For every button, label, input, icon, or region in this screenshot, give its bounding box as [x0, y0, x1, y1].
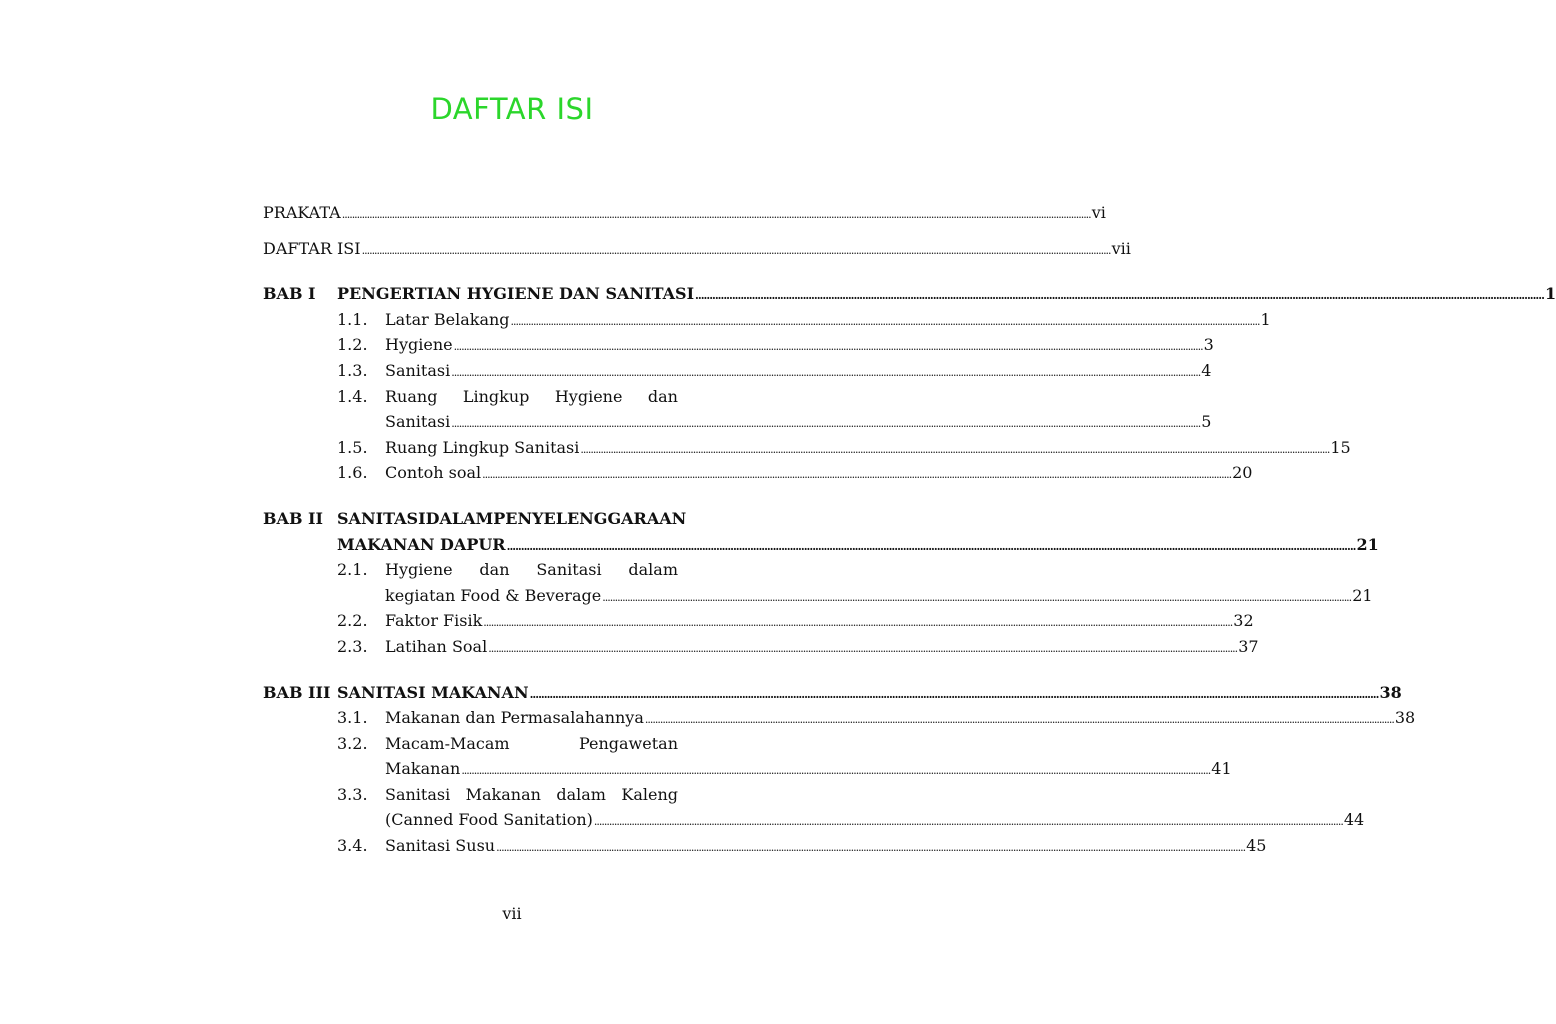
section-number: 3.1.: [337, 708, 368, 728]
section-entry: [263, 705, 1416, 731]
chapter-title-line2: [337, 532, 1379, 560]
section-number: 1.5.: [337, 437, 368, 457]
leader-dots: ............................................................................................................................................................................................................................................................................................................: [483, 616, 1233, 630]
chapter-label: BAB II: [263, 508, 323, 528]
section-number: 2.3.: [337, 636, 368, 656]
section-text-line1: [385, 731, 764, 757]
chapter-heading: [263, 680, 1402, 706]
section-text: Contoh soal: [385, 463, 482, 483]
section-page: 41: [1211, 759, 1232, 779]
section-entry: [263, 731, 764, 757]
chapter-heading: [263, 281, 1556, 307]
toc-entry-text: PRAKATA: [263, 203, 341, 222]
section-entry-continued: [263, 409, 1212, 435]
section-entry: [263, 634, 1259, 660]
section-text-line1: [385, 782, 764, 808]
section-page: 4: [1201, 360, 1212, 380]
leader-dots: ............................................................................................................................................................................................................................................................................................................: [510, 314, 1260, 328]
section-word: Macam-Macam: [385, 733, 510, 753]
section-word: Sanitasi: [385, 784, 451, 804]
section-number: 1.4.: [337, 386, 368, 406]
section-word: Lingkup: [462, 386, 530, 406]
section-text: Sanitasi: [385, 360, 451, 380]
section-number: 3.3.: [337, 784, 368, 804]
chapter-page: 38: [1379, 682, 1402, 702]
section-word: dan: [647, 386, 678, 406]
section-text-line1: [385, 557, 764, 583]
leader-dots: ............................................................................................................................................................................................................................................................................................................: [482, 468, 1232, 482]
section-number: 1.1.: [337, 309, 368, 329]
section-entry: [263, 557, 764, 583]
section-number: 1.2.: [337, 335, 368, 355]
chapter-title-text: MAKANAN DAPUR: [337, 534, 506, 554]
chapter-title-text: SANITASI MAKANAN: [337, 682, 529, 702]
section-entry: [263, 307, 1271, 333]
section-word: Sanitasi: [536, 560, 602, 580]
section-entry: [263, 332, 1214, 358]
table-of-contents: [263, 197, 1556, 859]
leader-dots: ............................................................................................................................................................................................................................................................................................................: [506, 539, 1356, 553]
leader-dots: ............................................................................................................................................................................................................................................................................................................: [593, 815, 1343, 829]
chapter-label: BAB III: [263, 682, 331, 702]
leader-dots: ............................................................................................................................................................................................................................................................................................................: [451, 417, 1201, 431]
section-text: Hygiene: [385, 335, 453, 355]
section-word: Kaleng: [621, 784, 678, 804]
section-page: 44: [1343, 810, 1365, 830]
section-number: 1.3.: [337, 360, 368, 380]
section-text: (Canned Food Sanitation): [385, 810, 593, 830]
chapter-title-text: PENGERTIAN HYGIENE DAN SANITASI: [337, 284, 695, 304]
section-entry-continued: [263, 583, 1373, 609]
leader-dots: ............................................................................................................................................................................................................................................................................................................: [529, 687, 1379, 701]
section-word: Makanan: [465, 784, 541, 804]
chapter-page: 21: [1356, 534, 1379, 554]
section-page: 32: [1233, 611, 1254, 631]
section-number: 2.2.: [337, 611, 368, 631]
section-entry: [263, 384, 764, 410]
toc-entry-prakata: [263, 200, 1106, 226]
section-page: 5: [1201, 412, 1212, 432]
leader-dots: ............................................................................................................................................................................................................................................................................................................: [453, 340, 1203, 354]
section-word: Hygiene: [554, 386, 623, 406]
section-entry-continued: [263, 807, 1365, 833]
leader-dots: ............................................................................................................................................................................................................................................................................................................: [580, 442, 1330, 456]
chapter-heading: [263, 506, 764, 532]
section-word: Pengawetan: [578, 733, 678, 753]
chapter-label: BAB I: [263, 284, 316, 304]
leader-dots: ............................................................................................................................................................................................................................................................................................................: [341, 208, 1091, 221]
section-entry: [263, 460, 1253, 486]
section-text: Faktor Fisik: [385, 611, 483, 631]
section-word: dalam: [628, 560, 678, 580]
section-word: Hygiene: [385, 560, 453, 580]
section-entry-continued: [263, 756, 1232, 782]
section-word: dalam: [556, 784, 606, 804]
chapter-title-line1: [337, 506, 764, 532]
toc-entry-text: DAFTAR ISI: [263, 238, 361, 258]
toc-entry-page: vii: [1111, 238, 1131, 258]
leader-dots: ............................................................................................................................................................................................................................................................................................................: [496, 841, 1246, 855]
section-text: kegiatan Food & Beverage: [385, 585, 602, 605]
section-page: 1: [1260, 309, 1271, 329]
leader-dots: ............................................................................................................................................................................................................................................................................................................: [695, 289, 1544, 303]
section-text: Sanitasi Susu: [385, 836, 496, 856]
chapter-title: [337, 680, 1402, 708]
section-text-line1: [385, 384, 764, 410]
section-text: Latihan Soal: [385, 636, 488, 656]
section-page: 21: [1352, 585, 1373, 605]
chapter-title: [337, 281, 1556, 309]
section-text: Sanitasi: [385, 412, 451, 432]
toc-entry-page: vi: [1091, 203, 1106, 222]
section-word: dan: [479, 560, 510, 580]
section-page: 38: [1394, 708, 1416, 728]
section-number: 3.2.: [337, 733, 368, 753]
section-number: 1.6.: [337, 463, 368, 483]
chapter-title-word: SANITASI: [337, 508, 426, 528]
section-number: 2.1.: [337, 560, 368, 580]
chapter-heading-continued: [263, 532, 1379, 558]
section-page: 3: [1203, 335, 1214, 355]
section-text: Makanan dan Permasalahannya: [385, 708, 644, 728]
section-text: Ruang Lingkup Sanitasi: [385, 437, 580, 457]
section-entry: [263, 608, 1254, 634]
leader-dots: ............................................................................................................................................................................................................................................................................................................: [361, 243, 1111, 257]
section-text: Makanan: [385, 759, 461, 779]
section-page: 15: [1330, 437, 1351, 457]
chapter-page: 1: [1544, 284, 1556, 304]
page-title: DAFTAR ISI: [430, 92, 594, 126]
chapter-title-word: PENYELENGGARAAN: [493, 508, 687, 528]
section-word: Ruang: [385, 386, 438, 406]
section-page: 37: [1238, 636, 1259, 656]
chapter-title-word: DALAM: [425, 508, 494, 528]
section-entry: [263, 833, 1267, 859]
leader-dots: ............................................................................................................................................................................................................................................................................................................: [644, 713, 1394, 727]
leader-dots: ............................................................................................................................................................................................................................................................................................................: [602, 590, 1352, 604]
leader-dots: ............................................................................................................................................................................................................................................................................................................: [451, 365, 1201, 379]
section-entry: [263, 358, 1212, 384]
toc-entry-daftar-isi: [263, 236, 1131, 262]
page-number: vii: [502, 904, 522, 923]
section-page: 20: [1232, 463, 1253, 483]
section-entry: [263, 435, 1351, 461]
leader-dots: ............................................................................................................................................................................................................................................................................................................: [488, 641, 1238, 655]
section-text: Latar Belakang: [385, 309, 510, 329]
leader-dots: ............................................................................................................................................................................................................................................................................................................: [461, 764, 1211, 778]
section-entry: [263, 782, 764, 808]
section-number: 3.4.: [337, 836, 368, 856]
section-page: 45: [1246, 836, 1267, 856]
